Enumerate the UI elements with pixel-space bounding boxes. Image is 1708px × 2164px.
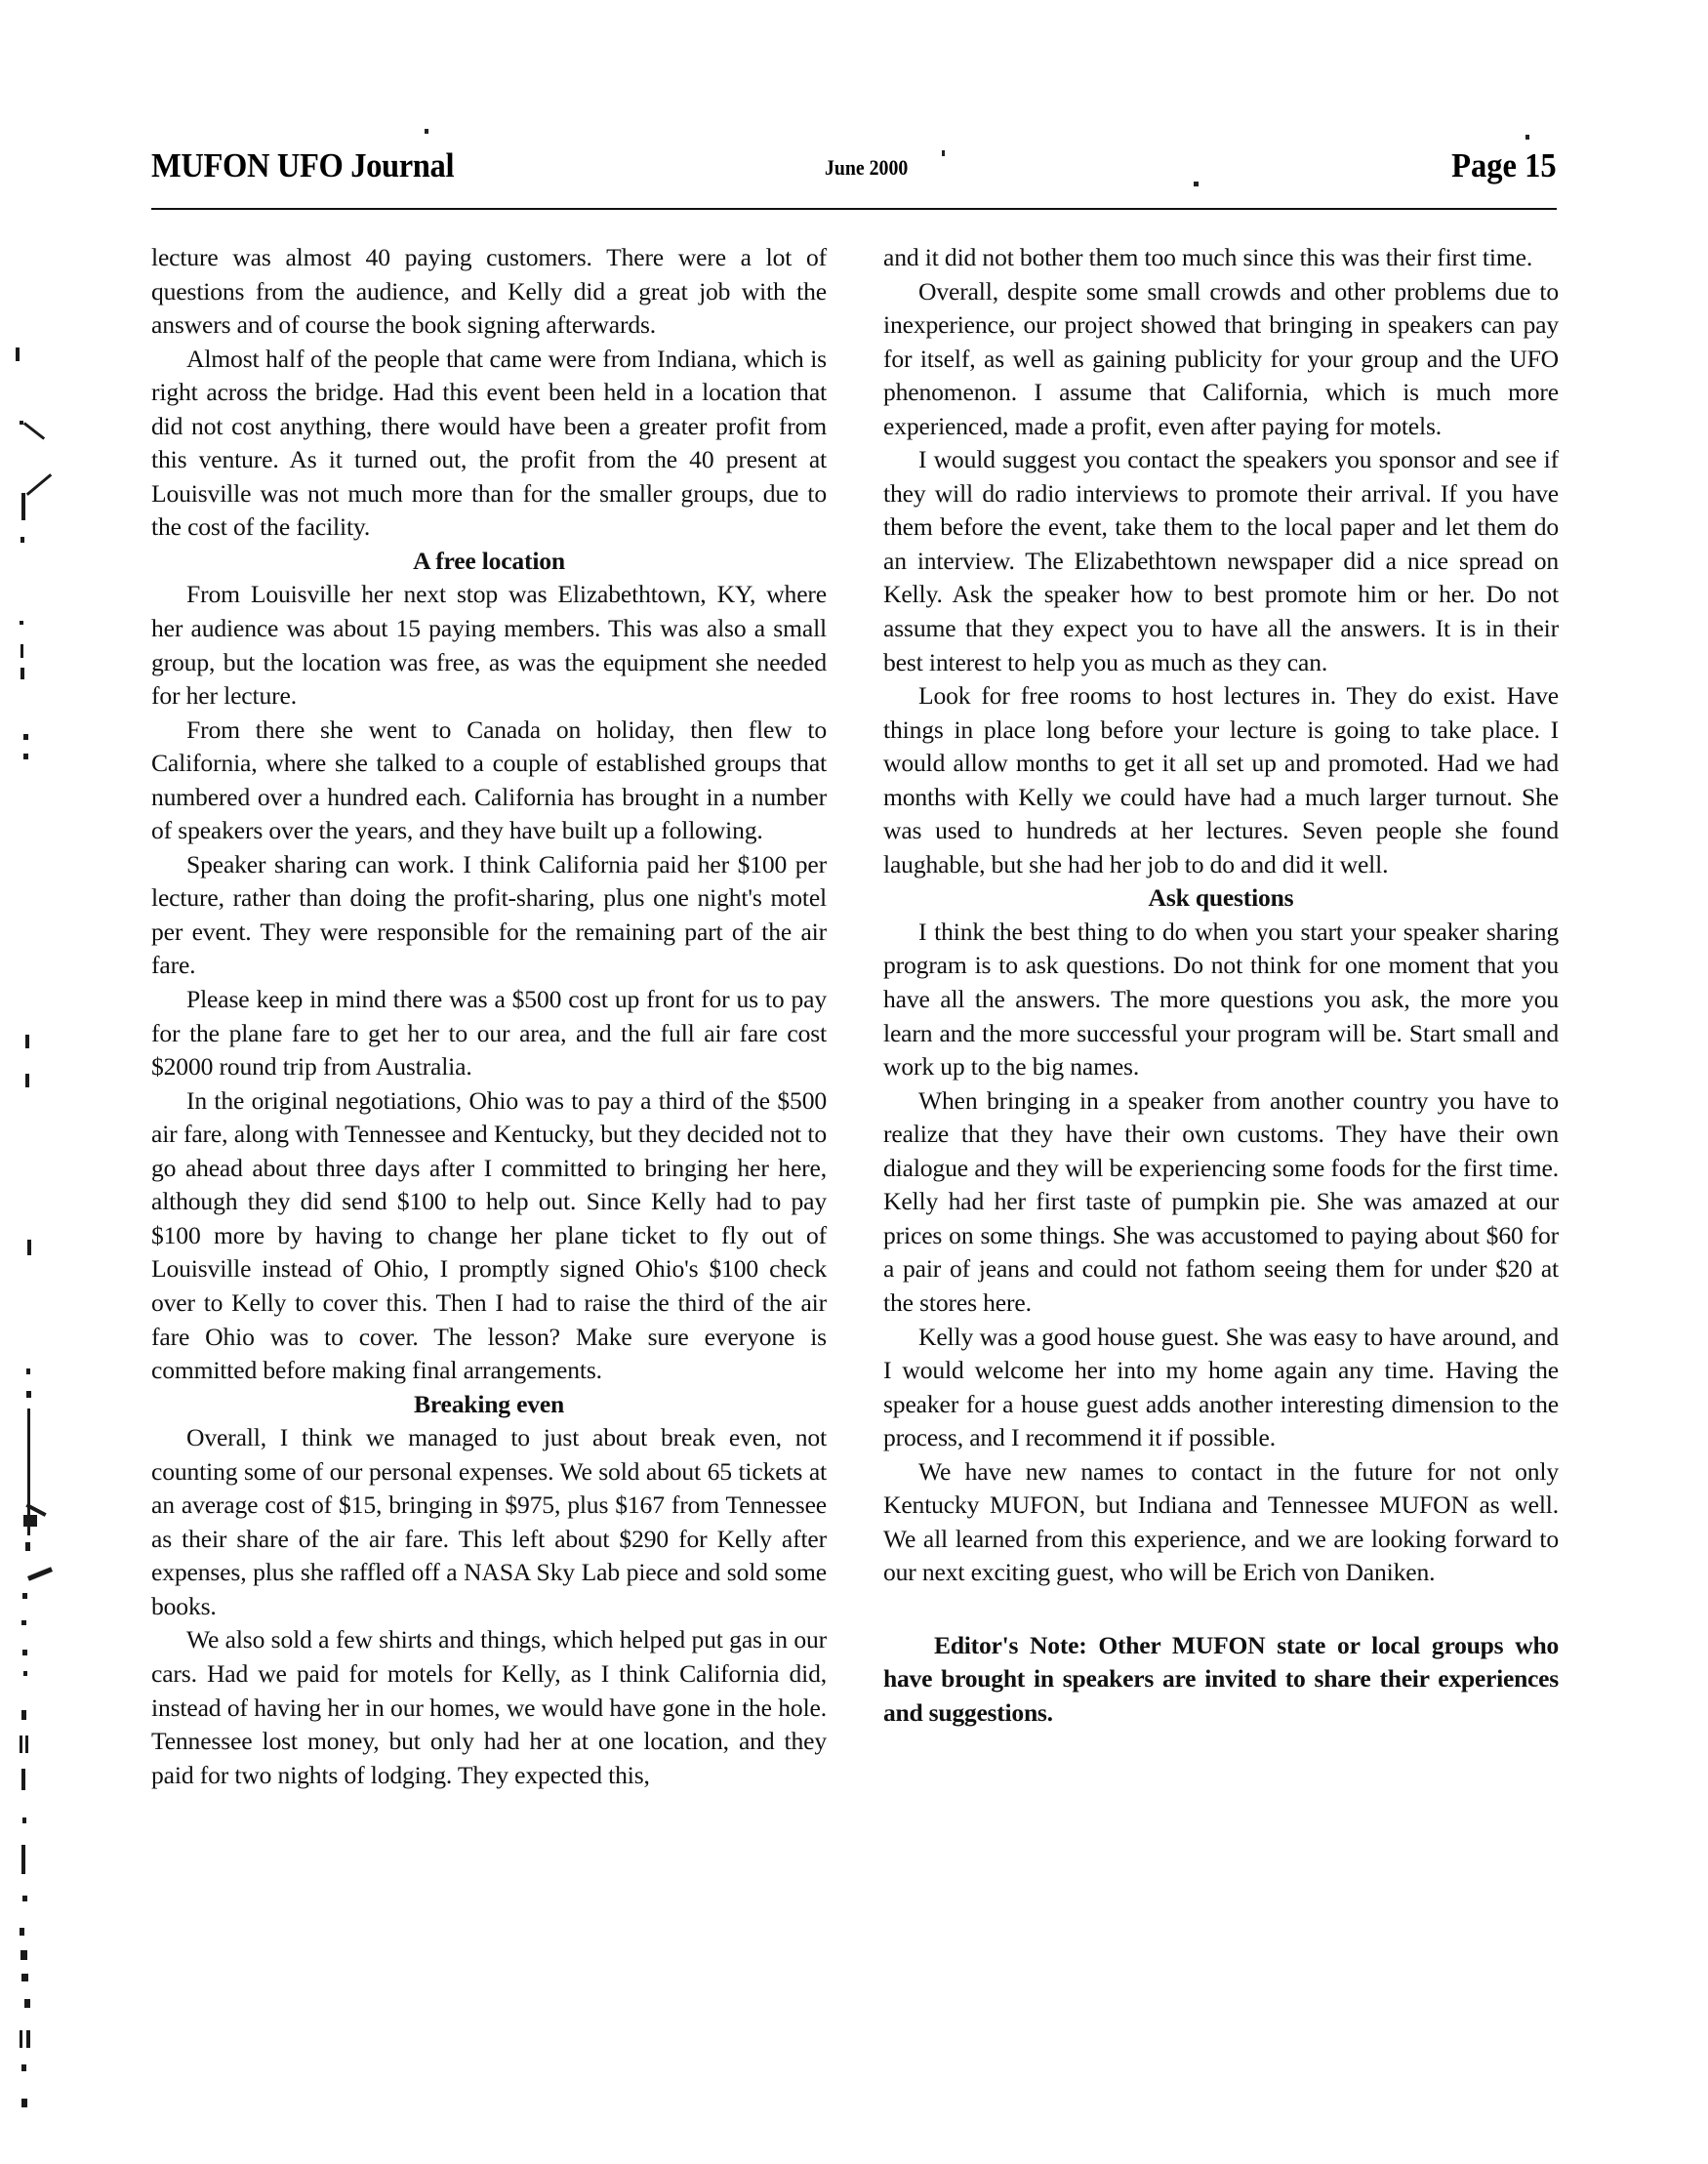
- page-masthead: [151, 146, 1557, 207]
- scan-speckle: [21, 1845, 25, 1874]
- paragraph-first-time: and it did not bother them too much since this was their first time.: [883, 243, 1533, 271]
- scan-speckle: [20, 537, 24, 543]
- scan-speckle: [20, 1928, 24, 1936]
- scan-speckle: [20, 644, 23, 658]
- scan-speckle: [26, 1368, 30, 1374]
- scan-speckle: [21, 1710, 26, 1720]
- scan-speckle: [25, 1503, 46, 1517]
- paragraph-radio-interviews: I would suggest you contact the speakers you sponsor and see if they will do radio interviews to promote their arrival. If you have them before the event, take them to the local paper and let them do an interview. The Elizabethtown newspaper did a nice spread on Kelly. Ask the speaker how to best promote him or her. Do not assume that they expect you to have all the answers. It is in their best interest to help you as much as they can.: [883, 445, 1559, 676]
- scan-speckle: [20, 668, 24, 679]
- page-number: Page 15: [1451, 146, 1557, 184]
- scan-speckle: [25, 1542, 30, 1551]
- paragraph-ask-questions-advice: I think the best thing to do when you start your speaker sharing program is to ask questions. Do not think for one moment that you have all the answers. The more questions you ask, the more you learn and the more successful your program will be. Start small and work up to the big names.: [883, 917, 1559, 1082]
- paragraph-shirts-and-motels: We also sold a few shirts and things, which helped put gas in our cars. Had we paid for motels for Kelly, as I think California did, instead of having her in our homes, we would have gone in the hole. Tennessee lost money, but only had her at one location, and they paid for two nights of lodging. They expected this,: [151, 1625, 827, 1789]
- scan-speckle: [21, 1974, 28, 1981]
- scan-speckle: [26, 2030, 30, 2048]
- scan-speckle: [22, 1593, 27, 1599]
- scan-speckle: [21, 2099, 27, 2107]
- scan-speckle: [23, 422, 45, 439]
- scan-speckle: [1525, 135, 1529, 140]
- paragraph-indiana-attendees: Almost half of the people that came were from Indiana, which is right across the bridge. Had this event been held in a location that did not cost anything, there would have been a greater profit from this venture. As it turned out, the profit from the 40 present at Louisville was not much more than for the smaller groups, due to the cost of the facility.: [151, 344, 827, 542]
- scan-speckle: [20, 621, 23, 625]
- paragraph-new-contacts: We have new names to contact in the future for not only Kentucky MUFON, but Indiana and Tennessee MUFON as well. We all learned from this experience, and we are looking forward to our next exciting guest, who will be Erich von Daniken.: [883, 1456, 1559, 1587]
- journal-title: MUFON UFO Journal: [151, 146, 455, 184]
- scan-speckle: [26, 1391, 31, 1398]
- paragraph-lecture-attendance: lecture was almost 40 paying customers. There were a lot of questions from the audience, and Kelly did a great job with the answers and of course the book signing afterwards.: [151, 243, 827, 340]
- scan-speckle: [25, 1735, 28, 1753]
- scan-speckle: [425, 129, 428, 134]
- scan-speckle: [27, 1567, 53, 1580]
- paragraph-house-guest: Kelly was a good house guest. She was easy to have around, and I would welcome her into my home again any time. Having the speaker for a house guest adds another interesting dimension to the process, and I recommend it if possible.: [883, 1322, 1559, 1452]
- scan-speckle: [21, 2064, 26, 2071]
- scan-speckle: [20, 421, 23, 425]
- paragraph-break-even-finances: Overall, I think we managed to just about break even, not counting some of our personal expenses. We sold about 65 tickets at an average cost of $15, bringing in $975, plus $167 from Tennessee as their share of the air fare. This left about $290 for Kelly after expenses, plus she raffled off a NASA Sky Lab piece and sold some books.: [151, 1423, 827, 1620]
- scan-speckle: [942, 150, 945, 156]
- scan-speckle: [27, 1409, 30, 1535]
- scan-speckle: [21, 1620, 26, 1625]
- issue-date: June 2000: [825, 155, 909, 180]
- paragraph-free-rooms: Look for free rooms to host lectures in. They do exist. Have things in place long before your lecture is going to take place. I would allow months to get it all set up and promoted. Had we had months with Kelly we could have had a much larger turnout. She was used to hundreds at her lectures. Seven people she found laughable, but she had her job to do and did it well.: [883, 681, 1559, 878]
- scan-speckle: [22, 1896, 27, 1901]
- paragraph-foreign-speaker-customs: When bringing in a speaker from another country you have to realize that they have their own customs. They have their own dialogue and they will be experiencing some foods for the first time. Kelly had her first taste of pumpkin pie. She was amazed at our prices on some things. She was accustomed to paying about $60 for a pair of jeans and could not fathom seeing them for under $20 at the stores here.: [883, 1085, 1559, 1317]
- right-column: [883, 241, 1559, 1792]
- scan-speckle: [1194, 182, 1199, 186]
- scan-speckle: [25, 1074, 29, 1087]
- editors-note: Editor's Note: Other MUFON state or local groups who have brought in speakers are invited to share their experiences and suggestions.: [883, 1630, 1559, 1727]
- scan-speckle: [16, 347, 20, 361]
- scan-speckle: [23, 754, 28, 759]
- scan-speckle: [23, 1515, 37, 1527]
- paragraph-overall-project: Overall, despite some small crowds and other problems due to inexperience, our project showed that bringing in speakers can pay for itself, as well as gaining publicity for your group and the UFO phenomenon. I assume that California, which is much more experienced, made a profit, even after paying for motels.: [883, 276, 1559, 440]
- scan-speckle: [20, 2030, 22, 2048]
- scan-speckle: [20, 1735, 22, 1753]
- scan-speckle: [22, 1650, 27, 1655]
- masthead-divider-rule: [151, 208, 1557, 210]
- scan-artifact-margin: [0, 0, 146, 2164]
- scan-speckle: [23, 734, 28, 740]
- paragraph-speaker-sharing-works: Speaker sharing can work. I think California paid her $100 per lecture, rather than doing the profit-sharing, plus one night's motel per event. They were responsible for the remaining part of the air fare.: [151, 849, 827, 980]
- scan-speckle: [26, 473, 52, 496]
- scan-speckle: [21, 1769, 25, 1790]
- paragraph-canada-california: From there she went to Canada on holiday, then flew to California, where she talked to a couple of established groups that numbered over a hundred each. California has brought in a number of speakers over the years, and they have built up a following.: [151, 715, 827, 845]
- article-body: [151, 241, 1559, 1792]
- left-column: [151, 241, 827, 1792]
- scan-speckle: [22, 1817, 26, 1823]
- scan-speckle: [27, 1240, 31, 1255]
- paragraph-air-fare-cost: Please keep in mind there was a $500 cost up front for us to pay for the plane fare to get her to our area, and the full air fare cost $2000 round trip from Australia.: [151, 985, 827, 1082]
- subheading-ask-questions: Ask questions: [1148, 883, 1294, 913]
- paragraph-elizabethtown: From Louisville her next stop was Elizabethtown, KY, where her audience was about 15 paying members. This was also a small group, but the location was free, as was the equipment she needed for her lecture.: [151, 580, 827, 711]
- scan-speckle: [23, 1671, 27, 1676]
- scan-speckle: [20, 1950, 27, 1960]
- scan-speckle: [24, 1999, 30, 2008]
- paragraph-ohio-negotiations: In the original negotiations, Ohio was to pay a third of the $500 air fare, along with Tennessee and Kentucky, but they decided not to go ahead about three days after I committed to bringing her here, although they did send $100 to help out. Since Kelly had to pay $100 more by having to change her plane ticket to fly out of Louisville instead of Ohio, I promptly signed Ohio's $100 check over to Kelly to cover this. Then I had to raise the third of the air fare Ohio was to cover. The lesson? Make sure everyone is committed before making final arrangements.: [151, 1085, 827, 1385]
- scan-speckle: [25, 1035, 29, 1048]
- scan-speckle: [21, 493, 25, 520]
- subheading-breaking-even: Breaking even: [413, 1389, 565, 1418]
- subheading-a-free-location: A free location: [413, 546, 565, 575]
